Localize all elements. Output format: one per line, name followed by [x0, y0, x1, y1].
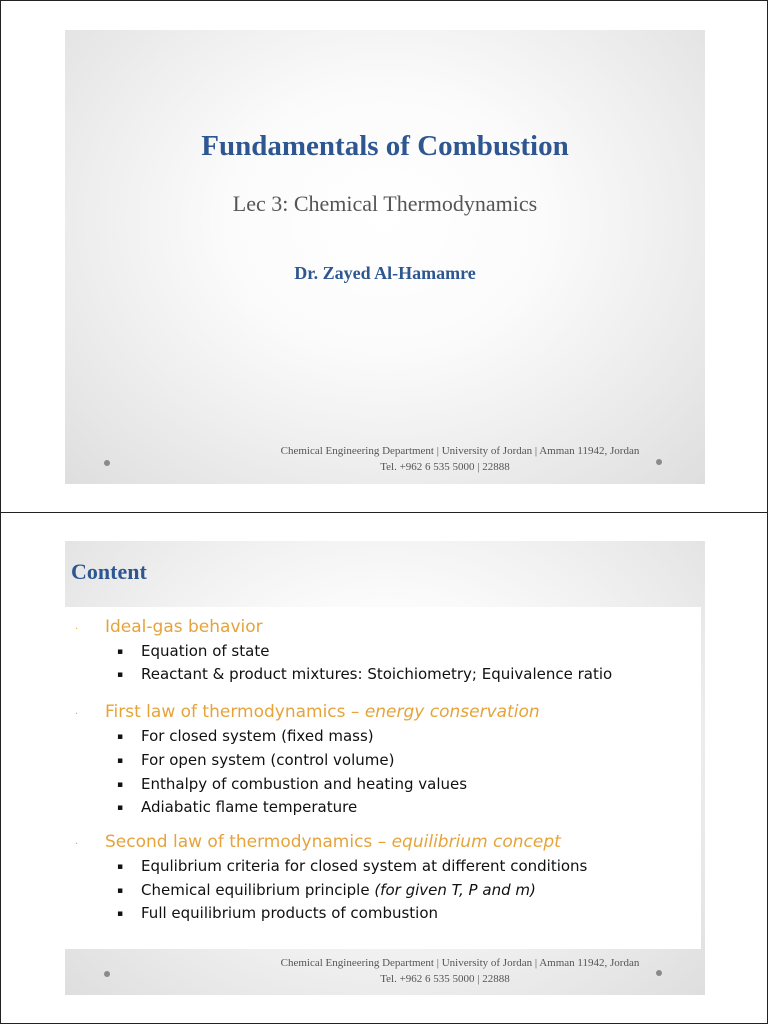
content-panel [65, 607, 701, 949]
footer-department: Chemical Engineering Department | University of Jordan | Amman 11942, Jordan [280, 445, 640, 457]
section-label-text: Second law of thermodynamics – [105, 832, 392, 852]
outline-item: Equlibrium criteria for closed system at different conditions [141, 857, 588, 875]
item-bullet: ▪ [117, 756, 124, 766]
item-bullet: ▪ [117, 803, 124, 813]
author-name: Dr. Zayed Al-Hamamre [294, 263, 476, 283]
title-slide [65, 30, 705, 484]
outline-item: Adiabatic flame temperature [141, 798, 358, 816]
outline-item: Enthalpy of combustion and heating values [141, 775, 468, 793]
section-label-text: First law of thermodynamics – [105, 702, 365, 722]
item-bullet: ▪ [117, 780, 124, 790]
decorative-dot-left [104, 971, 110, 977]
section-label [105, 702, 540, 722]
outline-item: For open system (control volume) [141, 751, 395, 769]
section-label-emphasis: energy conservation [364, 702, 540, 722]
item-bullet: ▪ [117, 886, 124, 896]
outline-item: For closed system (fixed mass) [141, 727, 374, 745]
section-bullet: · [75, 839, 79, 850]
item-bullet: ▪ [117, 909, 124, 919]
page-2-frame [0, 512, 768, 1024]
item-bullet: ▪ [117, 862, 124, 872]
section-bullet: · [75, 624, 79, 635]
item-bullet: ▪ [117, 647, 124, 657]
section-label-text: Ideal-gas behavior [105, 617, 263, 637]
footer-phone: Tel. +962 6 535 5000 | 22888 [380, 461, 510, 473]
content-heading: Content [71, 559, 147, 584]
outline-item-text: Chemical equilibrium principle [141, 881, 375, 899]
section-bullet: · [75, 709, 79, 720]
section-label [105, 832, 561, 852]
decorative-dot-right [656, 459, 662, 465]
outline-item: Full equilibrium products of combustion [141, 904, 439, 922]
decorative-dot-right [656, 970, 662, 976]
item-bullet: ▪ [117, 670, 124, 680]
outline-item-emphasis: (for given T, P and m) [374, 881, 536, 899]
decorative-dot-left [104, 460, 110, 466]
slide-subtitle: Lec 3: Chemical Thermodynamics [232, 191, 538, 216]
content-slide [65, 541, 705, 995]
slide-title: Fundamentals of Combustion [201, 130, 569, 162]
outline-item: Equation of state [141, 642, 270, 660]
item-bullet: ▪ [117, 732, 124, 742]
section-label-emphasis: equilibrium concept [391, 832, 561, 852]
footer-phone: Tel. +962 6 535 5000 | 22888 [380, 973, 510, 985]
outline-item [141, 881, 536, 899]
section-label [105, 617, 263, 637]
outline-item: Reactant & product mixtures: Stoichiometry; Equivalence ratio [141, 665, 613, 683]
footer-department: Chemical Engineering Department | University of Jordan | Amman 11942, Jordan [280, 957, 640, 969]
